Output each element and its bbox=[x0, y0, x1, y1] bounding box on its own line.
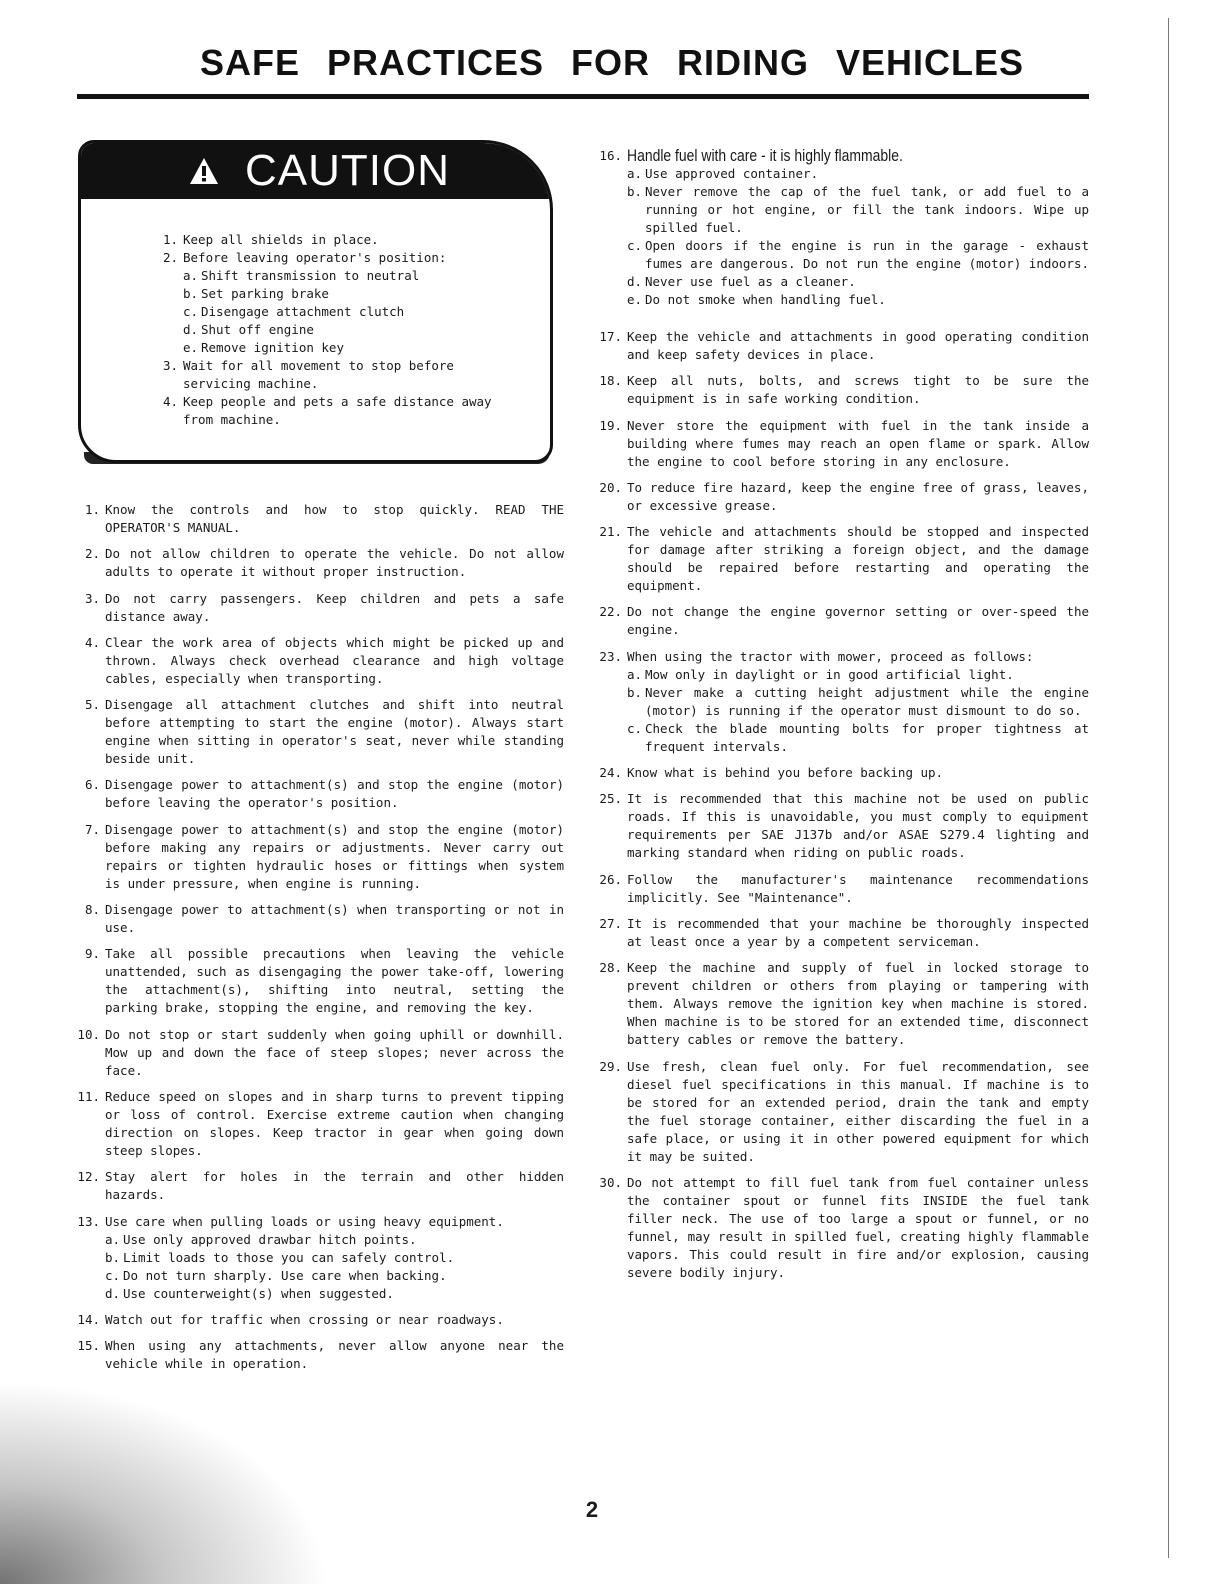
caution-subitem-letter: b. bbox=[183, 286, 199, 301]
subitem-letter: b. bbox=[627, 184, 643, 199]
item-text: Know the controls and how to stop quickly. READ THE OPERATOR'S MANUAL. bbox=[105, 502, 564, 535]
subitem-letter: b. bbox=[627, 684, 643, 700]
item-text: Handle fuel with care - it is highly flammable. bbox=[627, 146, 903, 165]
item-text: Keep all nuts, bolts, and screws tight to be sure the equipment is in safe working condition. bbox=[627, 373, 1089, 407]
subitem bbox=[105, 1231, 564, 1249]
list-item bbox=[70, 1213, 564, 1303]
item-text: Take all possible precautions when leaving the vehicle unattended, such as disengaging the power take-off, lowering the attachment(s), shifting into neutral, setting the parking brake, stopping the engine, and removing the key. bbox=[105, 946, 564, 1016]
item-body bbox=[627, 328, 1089, 364]
item-number: 30. bbox=[599, 1174, 622, 1190]
item-text: Keep the machine and supply of fuel in locked storage to prevent children or others from playing or tampering with them. Always remove the ignition key when machine is stored. When machine is to be stored for an extended time, disconnect battery cables or remove the battery. bbox=[627, 960, 1089, 1048]
caution-subitem-letter: e. bbox=[183, 340, 199, 355]
item-text: It is recommended that this machine not be used on public roads. If this is unavoidable, you must comply to equipment requirements per SAE J137b and/or ASAE S279.4 lighting and marking standard when riding on public roads. bbox=[627, 791, 1089, 861]
page-number: 2 bbox=[585, 1497, 599, 1522]
list-item bbox=[592, 523, 1089, 595]
item-text: When using any attachments, never allow anyone near the vehicle while in operation. bbox=[105, 1338, 564, 1372]
list-item bbox=[592, 648, 1089, 756]
item-body bbox=[105, 901, 564, 937]
caution-subitem bbox=[163, 321, 523, 339]
item-number: 1. bbox=[84, 502, 100, 517]
subitem-text: Use approved container. bbox=[645, 166, 819, 181]
caution-box bbox=[78, 140, 553, 463]
title-rule bbox=[77, 94, 1089, 99]
item-body bbox=[627, 417, 1089, 471]
scan-artifact bbox=[0, 1380, 330, 1584]
subitem-text: Never make a cutting height adjustment while the engine (motor) is running if the operator must dismount to do so. bbox=[645, 684, 1089, 718]
item-text: Know what is behind you before backing up. bbox=[627, 765, 944, 781]
list-item bbox=[70, 1337, 564, 1373]
left-column bbox=[70, 501, 564, 1381]
item-text: Disengage power to attachment(s) when transporting or not in use. bbox=[105, 902, 564, 936]
item-body bbox=[105, 634, 564, 688]
subitem-letter: d. bbox=[627, 274, 643, 289]
list-item bbox=[70, 545, 564, 581]
item-number: 25. bbox=[599, 791, 622, 807]
item-body bbox=[627, 479, 1089, 515]
item-text: Stay alert for holes in the terrain and other hidden hazards. bbox=[105, 1169, 564, 1203]
item-text: Disengage power to attachment(s) and stop the engine (motor) before leaving the operator's position. bbox=[105, 777, 564, 811]
subitem bbox=[627, 273, 1089, 291]
subitem-letter: c. bbox=[105, 1267, 121, 1283]
subitem bbox=[105, 1249, 564, 1267]
item-number: 11. bbox=[77, 1088, 100, 1104]
item-text: The vehicle and attachments should be stopped and inspected for damage after striking a foreign object, and the damage should be repaired before restarting and operating the equipment. bbox=[627, 524, 1089, 594]
subitem bbox=[627, 237, 1089, 273]
item-number: 29. bbox=[599, 1058, 622, 1074]
subitem bbox=[627, 291, 1089, 309]
list-item bbox=[592, 372, 1089, 408]
item-number: 6. bbox=[84, 777, 100, 793]
item-text: Use care when pulling loads or using heavy equipment. bbox=[105, 1213, 504, 1229]
item-number: 18. bbox=[599, 373, 622, 389]
item-body bbox=[105, 1213, 564, 1303]
subitem-text: Use counterweight(s) when suggested. bbox=[123, 1285, 394, 1301]
item-body bbox=[627, 372, 1089, 408]
item-body bbox=[627, 915, 1089, 951]
item-text: Disengage power to attachment(s) and stop the engine (motor) before making any repairs or adjustments. Never carry out repairs or tighten hydraulic hoses or fittings when system is under pressure, when engine is running. bbox=[105, 821, 564, 891]
caution-item-text: Keep people and pets a safe distance away from machine. bbox=[183, 394, 492, 427]
item-number: 24. bbox=[599, 765, 622, 781]
item-number: 23. bbox=[599, 648, 622, 664]
list-item bbox=[592, 790, 1089, 862]
list-item bbox=[592, 479, 1089, 515]
caution-item-text: Before leaving operator's position: bbox=[183, 250, 447, 265]
list-item bbox=[70, 1168, 564, 1204]
item-text: To reduce fire hazard, keep the engine free of grass, leaves, or excessive grease. bbox=[627, 479, 1089, 513]
item-number: 2. bbox=[84, 546, 100, 562]
item-number: 26. bbox=[599, 871, 622, 887]
subitem bbox=[627, 165, 1089, 183]
item-body bbox=[105, 1311, 564, 1329]
item-number: 9. bbox=[84, 946, 100, 962]
item-text: Use fresh, clean fuel only. For fuel recommendation, see diesel fuel specifications in this manual. If machine is to be stored for an extended period, drain the tank and empty the fuel storage container, either discarding the fuel in a safe place, or using it in other powered equipment for which it may be suited. bbox=[627, 1058, 1089, 1164]
list-item bbox=[592, 603, 1089, 639]
subitem-letter: d. bbox=[105, 1285, 121, 1301]
caution-list bbox=[163, 231, 523, 429]
subitem bbox=[105, 1267, 564, 1285]
item-number: 3. bbox=[84, 590, 100, 606]
caution-subitem-text: Disengage attachment clutch bbox=[201, 304, 405, 319]
subitem-text: Check the blade mounting bolts for proper tightness at frequent intervals. bbox=[645, 720, 1089, 754]
caution-subitem-text: Shift transmission to neutral bbox=[201, 268, 420, 283]
item-number: 8. bbox=[84, 902, 100, 918]
subitem-text: Use only approved drawbar hitch points. bbox=[123, 1231, 417, 1247]
caution-subitem-text: Remove ignition key bbox=[201, 340, 344, 355]
item-number: 5. bbox=[84, 697, 100, 713]
item-body bbox=[627, 523, 1089, 595]
list-item bbox=[592, 1174, 1089, 1282]
subitem-letter: c. bbox=[627, 238, 643, 253]
item-body bbox=[627, 603, 1089, 639]
subitem-text: Do not smoke when handling fuel. bbox=[645, 292, 886, 307]
item-text: Follow the manufacturer's maintenance recommendations implicitly. See "Maintenance". bbox=[627, 871, 1089, 905]
caution-item-number: 3. bbox=[163, 358, 179, 373]
item-number: 22. bbox=[599, 604, 622, 620]
caution-subitem-letter: d. bbox=[183, 322, 199, 337]
list-item bbox=[592, 959, 1089, 1049]
item-body bbox=[627, 959, 1089, 1049]
caution-subitem-letter: a. bbox=[183, 268, 199, 283]
item-subitems bbox=[592, 165, 1089, 309]
caution-subitem-letter: c. bbox=[183, 304, 199, 319]
caution-subitem bbox=[163, 339, 523, 357]
caution-subitem-text: Set parking brake bbox=[201, 286, 329, 301]
list-item bbox=[70, 501, 564, 537]
item-number: 17. bbox=[599, 329, 622, 344]
list-item bbox=[70, 821, 564, 893]
subitem-letter: a. bbox=[627, 166, 643, 181]
caution-heading: CAUTION bbox=[245, 146, 450, 195]
caution-item bbox=[163, 393, 523, 429]
caution-item-text: Wait for all movement to stop before servicing machine. bbox=[183, 358, 454, 391]
item-body bbox=[105, 776, 564, 812]
subitem-letter: a. bbox=[105, 1231, 121, 1247]
list-item bbox=[70, 1311, 564, 1329]
page-title: SAFE PRACTICES FOR RIDING VEHICLES bbox=[199, 42, 1025, 83]
subitem bbox=[627, 666, 1089, 684]
item-16 bbox=[592, 147, 1089, 309]
item-body bbox=[105, 1026, 564, 1080]
item-body bbox=[105, 545, 564, 581]
item-body bbox=[105, 1168, 564, 1204]
list-item bbox=[70, 1026, 564, 1080]
subitem-letter: c. bbox=[627, 720, 643, 736]
item-body bbox=[105, 1088, 564, 1160]
list-item bbox=[70, 590, 564, 626]
item-body bbox=[105, 590, 564, 626]
item-number: 13. bbox=[77, 1213, 100, 1229]
scan-edge-line bbox=[1168, 18, 1169, 1558]
item-number: 21. bbox=[599, 524, 622, 540]
list-item bbox=[70, 696, 564, 768]
caution-subitem bbox=[163, 285, 523, 303]
subitem bbox=[627, 684, 1089, 720]
item-body bbox=[627, 871, 1089, 907]
item-body bbox=[627, 1174, 1089, 1282]
item-text: Do not change the engine governor setting or over-speed the engine. bbox=[627, 604, 1089, 638]
item-number: 16. bbox=[599, 148, 622, 163]
subitem-letter: e. bbox=[627, 292, 643, 307]
list-item bbox=[70, 945, 564, 1017]
item-number: 27. bbox=[599, 915, 622, 931]
caution-item-number: 1. bbox=[163, 232, 179, 247]
item-number: 10. bbox=[77, 1026, 100, 1042]
item-text: Clear the work area of objects which might be picked up and thrown. Always check overhead clearance and high voltage cables, especially when transporting. bbox=[105, 634, 564, 686]
item-number: 20. bbox=[599, 479, 622, 495]
item-text: Do not attempt to fill fuel tank from fuel container unless the container spout or funnel fits INSIDE the fuel tank filler neck. The use of too large a spout or funnel, or no funnel, may result in spilled fuel, creating highly flammable vapors. This could result in fire and/or explosion, causing severe bodily injury. bbox=[627, 1174, 1089, 1280]
subitem bbox=[105, 1285, 564, 1303]
caution-item bbox=[163, 249, 523, 267]
list-item bbox=[592, 328, 1089, 364]
list-item bbox=[70, 634, 564, 688]
item-number: 19. bbox=[599, 417, 622, 433]
list-item bbox=[592, 871, 1089, 907]
item-body bbox=[105, 821, 564, 893]
item-number: 15. bbox=[77, 1338, 100, 1354]
item-body bbox=[105, 1337, 564, 1373]
item-text: It is recommended that your machine be thoroughly inspected at least once a year by a competent serviceman. bbox=[627, 915, 1089, 949]
subitem bbox=[627, 720, 1089, 756]
item-body bbox=[105, 945, 564, 1017]
item-number: 4. bbox=[84, 634, 100, 650]
subitem-text: Never use fuel as a cleaner. bbox=[645, 274, 856, 289]
caution-item-number: 4. bbox=[163, 394, 179, 409]
caution-item bbox=[163, 231, 523, 249]
list-item bbox=[592, 764, 1089, 782]
item-body bbox=[627, 648, 1089, 756]
subitem-text: Mow only in daylight or in good artificial light. bbox=[645, 666, 1014, 682]
item-text: Never store the equipment with fuel in the tank inside a building where fumes may reach an open flame or spark. Allow the engine to cool before storing in any enclosure. bbox=[627, 417, 1089, 469]
item-body bbox=[627, 790, 1089, 862]
subitem-text: Never remove the cap of the fuel tank, or add fuel to a running or hot engine, or fill the tank indoors. Wipe up spilled fuel. bbox=[645, 184, 1089, 235]
item-text: Watch out for traffic when crossing or near roadways. bbox=[105, 1311, 504, 1327]
item-text: Disengage all attachment clutches and shift into neutral before attempting to start the engine (motor). Always start engine when sitting in operator's seat, never while standing beside unit. bbox=[105, 697, 564, 767]
caution-subitem bbox=[163, 303, 523, 321]
list-item bbox=[592, 1058, 1089, 1166]
subitem-text: Do not turn sharply. Use care when backing. bbox=[123, 1267, 447, 1283]
item-text: Reduce speed on slopes and in sharp turns to prevent tipping or loss of control. Exercise extreme caution when changing direction on slopes. Keep tractor in gear when going down steep slopes. bbox=[105, 1088, 564, 1158]
item-number: 12. bbox=[77, 1169, 100, 1185]
subitem bbox=[627, 183, 1089, 237]
item-text: When using the tractor with mower, proceed as follows: bbox=[627, 648, 1034, 664]
caution-item-text: Keep all shields in place. bbox=[183, 232, 379, 247]
item-text: Do not carry passengers. Keep children and pets a safe distance away. bbox=[105, 590, 564, 624]
subitem-letter: a. bbox=[627, 666, 643, 682]
item-body bbox=[105, 501, 564, 537]
item-body bbox=[627, 764, 1089, 782]
caution-item bbox=[163, 357, 523, 393]
item-body bbox=[627, 1058, 1089, 1166]
list-item bbox=[70, 776, 564, 812]
item-text: Do not allow children to operate the vehicle. Do not allow adults to operate it without proper instruction. bbox=[105, 546, 564, 580]
caution-item-number: 2. bbox=[163, 250, 179, 265]
caution-subitem-text: Shut off engine bbox=[201, 322, 314, 337]
item-body bbox=[105, 696, 564, 768]
list-item bbox=[70, 901, 564, 937]
subitem-letter: b. bbox=[105, 1249, 121, 1265]
subitem-text: Limit loads to those you can safely control. bbox=[123, 1249, 455, 1265]
caution-subitem bbox=[163, 267, 523, 285]
warning-triangle-icon bbox=[189, 157, 219, 185]
caution-header bbox=[81, 143, 550, 199]
item-number: 7. bbox=[84, 821, 100, 837]
item-number: 28. bbox=[599, 960, 622, 976]
list-item bbox=[592, 417, 1089, 471]
subitem-text: Open doors if the engine is run in the garage - exhaust fumes are dangerous. Do not run the engine (motor) indoors. bbox=[645, 238, 1090, 271]
item-number: 14. bbox=[77, 1311, 100, 1327]
item-text: Keep the vehicle and attachments in good operating condition and keep safety devices in place. bbox=[627, 329, 1089, 362]
list-item bbox=[592, 915, 1089, 951]
item-text: Do not stop or start suddenly when going uphill or downhill. Mow up and down the face of steep slopes; never across the face. bbox=[105, 1026, 564, 1078]
right-column bbox=[592, 328, 1089, 1290]
list-item bbox=[70, 1088, 564, 1160]
